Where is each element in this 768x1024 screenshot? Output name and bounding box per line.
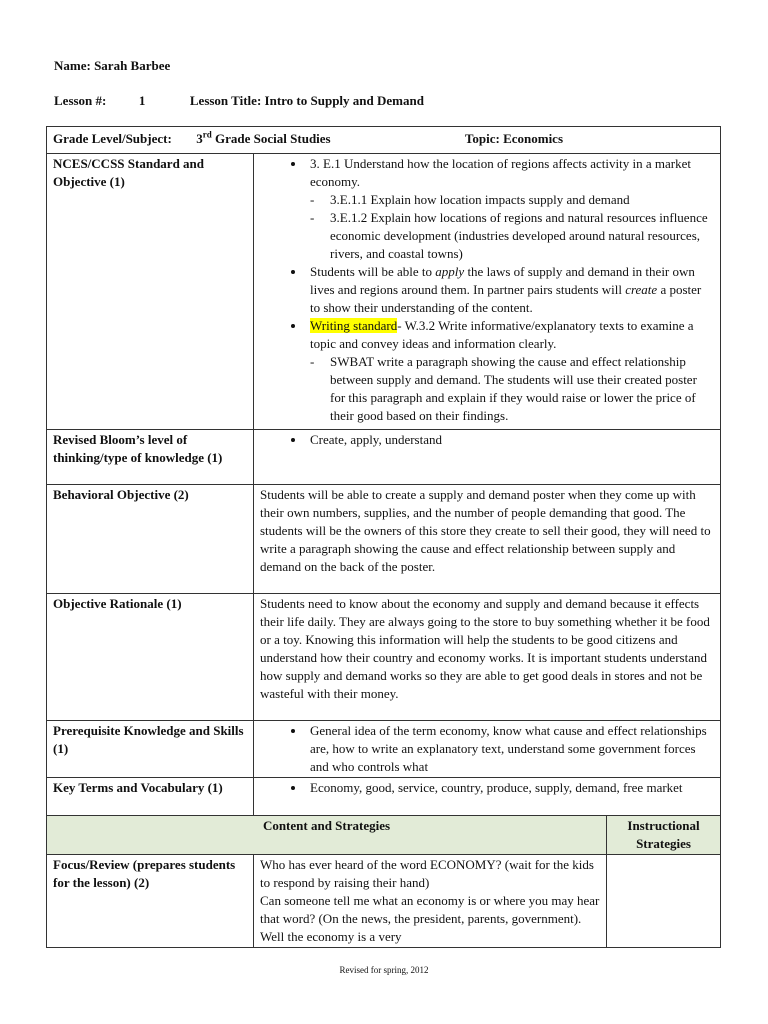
bloom-value: • Create, apply, understand xyxy=(306,431,714,449)
writing-standard-highlight: Writing standard xyxy=(310,318,398,333)
topic-value: Economics xyxy=(503,131,564,146)
standard-bullet-2: • Students will be able to apply the laws of supply and demand in their own lives and regions around them. In partner pairs students will create a poster to show their understanding of the content. xyxy=(306,263,714,317)
focus-paragraph-2: Can someone tell me what an economy is or where you may hear that word? (On the news, the president, parents, government). Well the economy is a very xyxy=(260,893,600,944)
behavioral-value: Students will be able to create a supply and demand poster when they come up with their own numbers, supplies, and the number of people demanding that good. The students will be the owners of this store they create to sell their good, they will need to write a paragraph showing the cause and effect relationship between supply and demand on the back of the poster. xyxy=(254,485,721,594)
standard-row xyxy=(47,154,721,430)
lesson-number-label: Lesson #: xyxy=(54,93,107,108)
grade-number: 3 xyxy=(196,131,203,146)
standard-content xyxy=(254,154,721,430)
apply-emphasis: apply xyxy=(435,264,465,279)
standard-bullet-3: • Writing standard- W.3.2 Write informative/explanatory texts to examine a topic and convey ideas and information clearly. - SWBAT write a paragraph showing the cause and effect relationship between supply and demand. The students will use their created poster for this paragraph and explain if they would raise or lower the price of their good based on their findings. xyxy=(306,317,714,425)
grade-subject: Grade Social Studies xyxy=(215,131,331,146)
prereq-row xyxy=(47,721,721,778)
grade-superscript: rd xyxy=(202,129,212,140)
rationale-row xyxy=(47,594,721,721)
bloom-label: Revised Bloom’s level of thinking/type of knowledge (1) xyxy=(47,430,254,485)
vocab-label: Key Terms and Vocabulary (1) xyxy=(47,778,254,816)
behavioral-label: Behavioral Objective (2) xyxy=(47,485,254,594)
lesson-title-value: Intro to Supply and Demand xyxy=(264,93,424,108)
grade-topic-row xyxy=(47,127,721,154)
focus-row xyxy=(47,855,721,948)
prereq-value: • General idea of the term economy, know what cause and effect relationships are, how to write an explanatory text, understand some government forces and who controls what xyxy=(306,722,714,776)
grade-label: Grade Level/Subject: xyxy=(53,131,172,146)
focus-instructional-cell xyxy=(607,855,721,948)
name-label: Name: xyxy=(54,58,91,73)
standard-sub-3: - SWBAT write a paragraph showing the cause and effect relationship between supply and demand. The students will use their created poster for this paragraph and explain if they would raise or lower the price of their good based on their findings. xyxy=(330,353,714,425)
standard-sub-2: - 3.E.1.2 Explain how locations of regions and natural resources influence economic development (industries developed around natural resources, rivers, and coastal towns) xyxy=(330,209,714,263)
rationale-value: Students need to know about the economy and supply and demand because it effects their life daily. They are always going to the store to buy something whether it be food or a toy. Knowing this information will help the students to be good citizens and understand how their country and economy works. It is important students understand how supply and demand works so they are able to get good deals in stores and not be wasteful with their money. xyxy=(254,594,721,721)
standard-sub-1: - 3.E.1.1 Explain how location impacts supply and demand xyxy=(330,191,714,209)
content-strategies-heading: Content and Strategies xyxy=(47,816,607,855)
lesson-line xyxy=(54,93,424,109)
focus-label: Focus/Review (prepares students for the lesson) (2) xyxy=(47,855,254,948)
standard-label: NCES/CCSS Standard and Objective (1) xyxy=(47,154,254,430)
lesson-title-label: Lesson Title: xyxy=(189,93,262,108)
name-line xyxy=(54,58,170,74)
prereq-label: Prerequisite Knowledge and Skills (1) xyxy=(47,721,254,778)
rationale-label: Objective Rationale (1) xyxy=(47,594,254,721)
vocab-row xyxy=(47,778,721,816)
create-emphasis: create xyxy=(625,282,658,297)
instructional-strategies-heading: Instructional Strategies xyxy=(607,816,721,855)
focus-content xyxy=(254,855,607,948)
footer-note: Revised for spring, 2012 xyxy=(339,965,429,975)
lesson-plan-table xyxy=(46,126,721,948)
topic-label-text: Topic: xyxy=(464,131,500,146)
content-strategies-header-row xyxy=(47,816,721,855)
lesson-number-value: 1 xyxy=(138,93,146,108)
bloom-row xyxy=(47,430,721,485)
focus-paragraph-1: Who has ever heard of the word ECONOMY? (wait for the kids to respond by raising their hand) xyxy=(260,857,594,890)
vocab-value: • Economy, good, service, country, produce, supply, demand, free market xyxy=(306,779,714,797)
name-value: Sarah Barbee xyxy=(94,58,171,73)
standard-bullet-1: • 3. E.1 Understand how the location of regions affects activity in a market economy. - 3.E.1.1 Explain how location impacts supply and demand - 3.E.1.2 Explain how locations of regions and natural resources influence economic development (industries developed around natural resources, rivers, and coastal towns) xyxy=(306,155,714,263)
behavioral-row xyxy=(47,485,721,594)
